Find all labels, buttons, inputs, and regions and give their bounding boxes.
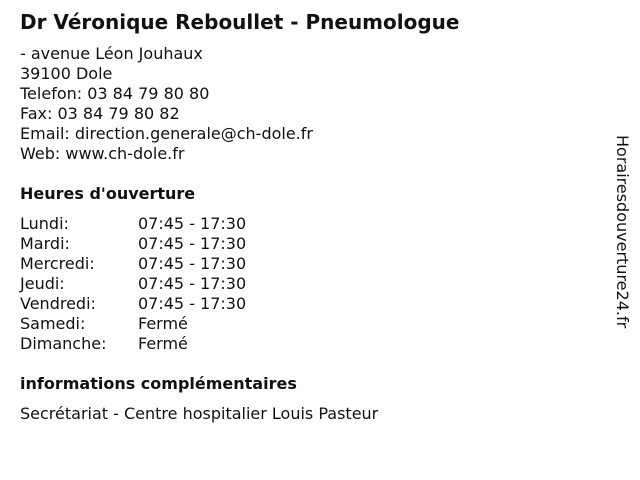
hours-row bbox=[20, 314, 246, 334]
hours-value: 07:45 - 17:30 bbox=[138, 274, 247, 293]
day-label: Mercredi: bbox=[20, 254, 95, 273]
additional-info-text: Secrétariat - Centre hospitalier Louis Pasteur bbox=[20, 404, 379, 423]
day-label: Samedi: bbox=[20, 314, 86, 333]
hours-value: Fermé bbox=[138, 334, 188, 353]
day-label: Vendredi: bbox=[20, 294, 96, 313]
site-watermark: Horairesdouverture24.fr bbox=[613, 135, 632, 329]
hours-value: 07:45 - 17:30 bbox=[138, 234, 247, 253]
city: 39100 Dole bbox=[20, 64, 113, 83]
day-label: Jeudi: bbox=[20, 274, 65, 293]
hours-row bbox=[20, 294, 246, 314]
street-address: - avenue Léon Jouhaux bbox=[20, 44, 203, 63]
hours-row bbox=[20, 274, 246, 294]
day-label: Dimanche: bbox=[20, 334, 107, 353]
day-label: Mardi: bbox=[20, 234, 70, 253]
page-title: Dr Véronique Reboullet - Pneumologue bbox=[20, 10, 460, 34]
email-address: Email: direction.generale@ch-dole.fr bbox=[20, 124, 313, 143]
contact-details bbox=[20, 44, 313, 164]
hours-value: Fermé bbox=[138, 314, 188, 333]
hours-row bbox=[20, 234, 246, 254]
phone-number: Telefon: 03 84 79 80 80 bbox=[20, 84, 210, 103]
hours-value: 07:45 - 17:30 bbox=[138, 294, 247, 313]
website: Web: www.ch-dole.fr bbox=[20, 144, 185, 163]
hours-row bbox=[20, 334, 246, 354]
opening-hours-table bbox=[20, 214, 246, 354]
opening-hours-heading: Heures d'ouverture bbox=[20, 184, 196, 203]
fax-number: Fax: 03 84 79 80 82 bbox=[20, 104, 180, 123]
day-label: Lundi: bbox=[20, 214, 69, 233]
hours-value: 07:45 - 17:30 bbox=[138, 254, 247, 273]
hours-value: 07:45 - 17:30 bbox=[138, 214, 247, 233]
hours-row bbox=[20, 214, 246, 234]
additional-info-heading: informations complémentaires bbox=[20, 374, 297, 393]
hours-row bbox=[20, 254, 246, 274]
